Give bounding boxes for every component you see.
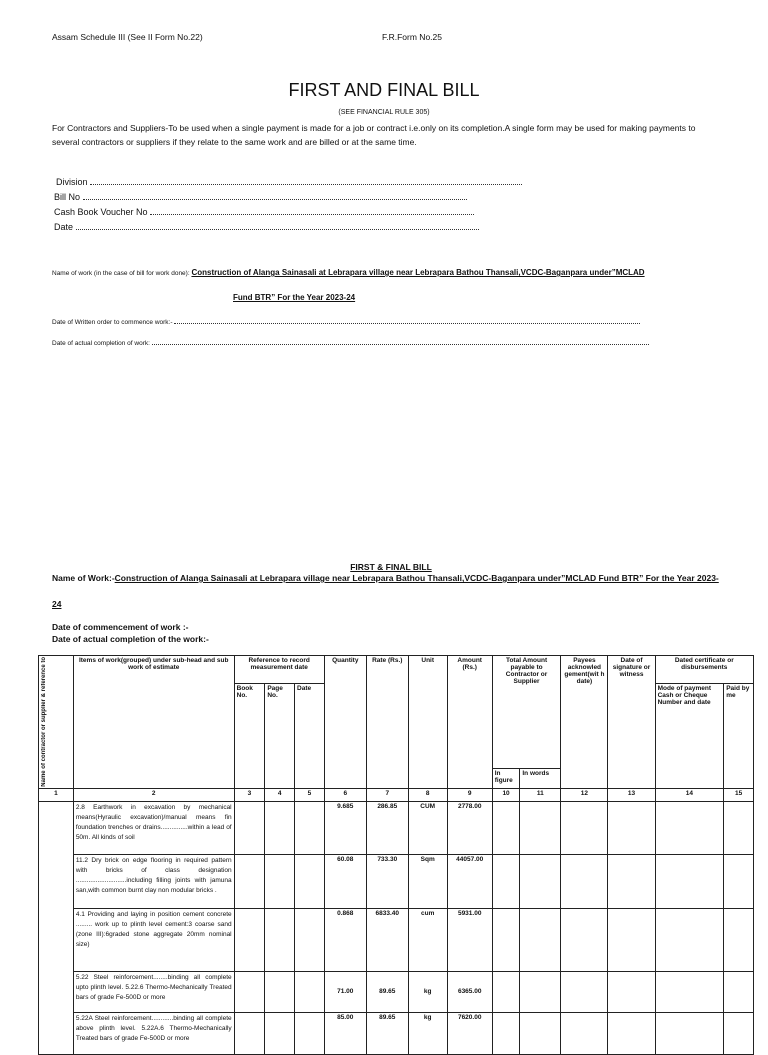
cash-book-line [150, 206, 474, 215]
empty-cell [295, 908, 325, 971]
contractor-cell [39, 801, 74, 1054]
bill-no-line [83, 191, 467, 200]
table-body [39, 801, 754, 1054]
empty-cell [655, 908, 724, 971]
empty-cell [234, 854, 265, 908]
unit-cell: kg [408, 1012, 447, 1054]
section-name-value: Construction of Alanga Sainasali at Lebrapara village near Lebrapara Bathou Thansali,VCDC-Baganpara under”MCLAD Fund BTR” For the Year 2023- [114, 573, 719, 583]
empty-cell [655, 1012, 724, 1054]
completion-label: Date of actual completion of the work:- [52, 634, 209, 644]
empty-cell [608, 908, 655, 971]
empty-cell [265, 1012, 295, 1054]
quantity-cell: 9.685 [324, 801, 366, 854]
col-number: 11 [520, 788, 561, 801]
header-rate: Rate (Rs.) [366, 656, 408, 789]
empty-cell [520, 801, 561, 854]
empty-cell [608, 801, 655, 854]
quantity-cell: 71.00 [324, 971, 366, 1012]
empty-cell [265, 854, 295, 908]
header-amount: Amount (Rs.) [447, 656, 492, 789]
empty-cell [492, 854, 520, 908]
empty-cell [520, 1012, 561, 1054]
header-items: Items of work(grouped) under sub-head and sub work of estimate [73, 656, 234, 789]
empty-cell [492, 1012, 520, 1054]
written-order-label: Date of Written order to commence work:- [52, 319, 173, 326]
item-description: 5.22 Steel reinforcement........binding all complete upto plinth level. 5.22.6 Thermo-Mechanically Treated bars of grade Fe-500D or more [73, 971, 234, 1012]
col-number: 4 [265, 788, 295, 801]
quantity-cell: 60.08 [324, 854, 366, 908]
empty-cell [520, 908, 561, 971]
empty-cell [561, 971, 608, 1012]
name-of-work-value-line2: Fund BTR” For the Year 2023-24 [233, 293, 356, 302]
table-row [39, 1012, 754, 1054]
header-page-no: Page No. [265, 684, 295, 789]
empty-cell [295, 854, 325, 908]
name-of-work-line1 [52, 268, 645, 277]
empty-cell [655, 854, 724, 908]
rate-cell: 6833.40 [366, 908, 408, 971]
table-row [39, 908, 754, 971]
section-name-label: Name of Work:- [52, 573, 115, 583]
empty-cell [655, 971, 724, 1012]
empty-cell [234, 971, 265, 1012]
empty-cell [608, 1012, 655, 1054]
col-number: 6 [324, 788, 366, 801]
bill-table [38, 655, 754, 1055]
header-mode-payment: Mode of payment Cash or Cheque Number and date [655, 684, 724, 789]
page-subtitle: (SEE FINANCIAL RULE 305) [338, 109, 430, 116]
empty-cell [234, 801, 265, 854]
col-number: 2 [73, 788, 234, 801]
section-name-of-work [52, 573, 719, 583]
actual-completion-label: Date of actual completion of work: [52, 340, 150, 347]
header-payees: Payees acknowled gement(wit h date) [561, 656, 608, 789]
form-reference-left: Assam Schedule III (See II Form No.22) [52, 32, 203, 42]
empty-cell [492, 801, 520, 854]
commencement-label: Date of commencement of work :- [52, 622, 189, 632]
empty-cell [724, 854, 754, 908]
header-in-figure: In figure [492, 768, 520, 788]
empty-cell [492, 908, 520, 971]
section-name-value-line2: 24 [52, 599, 62, 609]
division-field [54, 176, 522, 187]
header-quantity: Quantity [324, 656, 366, 789]
item-description: 2.8 Earthwork in excavation by mechanical means(Hyraulic excavation)/manual means fin foundation trenches or drains...............within a lead of 50m. All kinds of soil [73, 801, 234, 854]
item-description: 4.1 Providing and laying in position cement concrete ......... work up to plinth level cement:3 coarse sand (zone III):6graded stone aggregate 20mm nominal size) [73, 908, 234, 971]
col-number: 5 [295, 788, 325, 801]
col-number: 12 [561, 788, 608, 801]
form-reference-right: F.R.Form No.25 [382, 32, 442, 42]
actual-completion-field [52, 339, 649, 347]
empty-cell [608, 854, 655, 908]
empty-cell [265, 908, 295, 971]
unit-cell: Sqm [408, 854, 447, 908]
rate-cell: 733.30 [366, 854, 408, 908]
empty-cell [295, 971, 325, 1012]
header-date: Date [295, 684, 325, 789]
item-description: 5.22A Steel reinforcement............binding all complete above plinth level. 5.22A.6 Thermo-Mechanically Treated bars of grade Fe-500D or more [73, 1012, 234, 1054]
page-title: FIRST AND FINAL BILL [288, 80, 480, 100]
header-total: Total Amount payable to Contractor or Supplier [492, 656, 561, 769]
empty-cell [655, 801, 724, 854]
col-number: 3 [234, 788, 265, 801]
actual-completion-line [152, 339, 649, 345]
name-of-work-label: Name of work (in the case of bill for work done): [52, 270, 190, 277]
unit-cell: cum [408, 908, 447, 971]
header-contractor: Name of contractor or supplier & reference to [39, 656, 74, 789]
unit-cell: CUM [408, 801, 447, 854]
section-title: FIRST & FINAL BILL [350, 562, 432, 572]
quantity-cell: 0.868 [324, 908, 366, 971]
rate-cell: 89.65 [366, 1012, 408, 1054]
column-number-row [39, 788, 754, 801]
written-order-field [52, 318, 640, 326]
col-number: 1 [39, 788, 74, 801]
empty-cell [608, 971, 655, 1012]
rate-cell: 286.85 [366, 801, 408, 854]
col-number: 7 [366, 788, 408, 801]
empty-cell [724, 801, 754, 854]
date-line [76, 221, 479, 230]
intro-paragraph: For Contractors and Suppliers-To be used when a single payment is made for a job or contract i.e.only on its completion.A single form may be used for making payments to several contractors or suppliers if they relate to the same work and are billed or at the same time. [52, 123, 696, 147]
col-number: 15 [724, 788, 754, 801]
col-number: 8 [408, 788, 447, 801]
amount-cell: 7620.00 [447, 1012, 492, 1054]
col-number: 14 [655, 788, 724, 801]
header-unit: Unit [408, 656, 447, 789]
empty-cell [265, 801, 295, 854]
date-label: Date [54, 222, 74, 232]
empty-cell [234, 1012, 265, 1054]
division-label: Division [56, 177, 88, 187]
empty-cell [295, 801, 325, 854]
header-book-no: Book No. [234, 684, 265, 789]
empty-cell [265, 971, 295, 1012]
empty-cell [561, 1012, 608, 1054]
cash-book-label: Cash Book Voucher No [54, 207, 148, 217]
col-number: 13 [608, 788, 655, 801]
table-row [39, 801, 754, 854]
amount-cell: 44057.00 [447, 854, 492, 908]
header-dated-cert: Dated certificate or disbursements [655, 656, 753, 684]
empty-cell [724, 971, 754, 1012]
cash-book-field [54, 206, 474, 217]
empty-cell [724, 1012, 754, 1054]
empty-cell [492, 971, 520, 1012]
header-in-words: In words [520, 768, 561, 788]
empty-cell [520, 854, 561, 908]
rate-cell: 89.65 [366, 971, 408, 1012]
written-order-line [174, 318, 640, 324]
table-row [39, 971, 754, 1012]
amount-cell: 2778.00 [447, 801, 492, 854]
date-field [54, 221, 479, 232]
empty-cell [295, 1012, 325, 1054]
empty-cell [520, 971, 561, 1012]
empty-cell [561, 801, 608, 854]
table-row [39, 854, 754, 908]
empty-cell [724, 908, 754, 971]
division-line [90, 176, 522, 185]
amount-cell: 5931.00 [447, 908, 492, 971]
quantity-cell: 85.00 [324, 1012, 366, 1054]
header-paid-by: Paid by me [724, 684, 754, 789]
item-description: 11.2 Dry brick on edge flooring in required pattern with bricks of class designation ............................including filling joints with jamuna san,with common burnt clay non modular bricks . [73, 854, 234, 908]
header-date-signature: Date of signature or witness [608, 656, 655, 789]
header-reference: Reference to record measurement date [234, 656, 324, 684]
bill-no-label: Bill No [54, 192, 81, 202]
unit-cell: kg [408, 971, 447, 1012]
empty-cell [561, 854, 608, 908]
name-of-work-value: Construction of Alanga Sainasali at Lebrapara village near Lebrapara Bathou Thansali,VCDC-Baganpara under”MCLAD [191, 268, 645, 277]
col-number: 9 [447, 788, 492, 801]
col-number: 10 [492, 788, 520, 801]
amount-cell: 6365.00 [447, 971, 492, 1012]
empty-cell [561, 908, 608, 971]
bill-no-field [54, 191, 467, 202]
empty-cell [234, 908, 265, 971]
